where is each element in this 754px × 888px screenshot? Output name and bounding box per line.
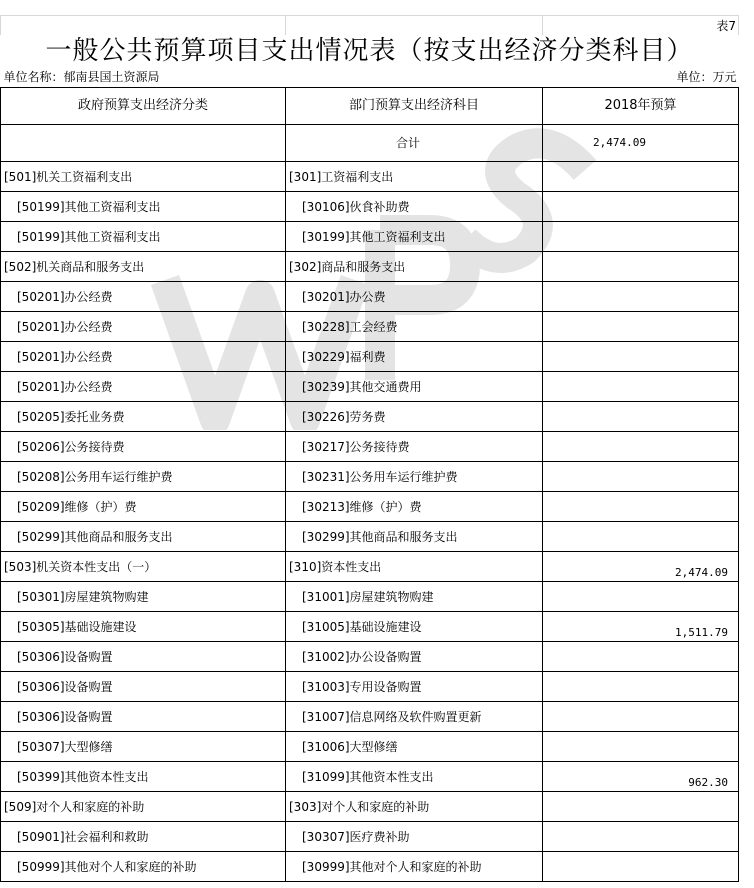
gov-class-cell: [50301]房屋建筑物购建 xyxy=(1,582,286,612)
gov-class-cell: [50201]办公经费 xyxy=(1,312,286,342)
budget-value-cell xyxy=(543,672,739,702)
gov-class-cell: [50201]办公经费 xyxy=(1,342,286,372)
budget-value-cell xyxy=(543,342,739,372)
table-row xyxy=(1,342,739,372)
table-row xyxy=(1,372,739,402)
dept-subject-cell: [31006]大型修缮 xyxy=(286,732,543,762)
table-number: 表7 xyxy=(543,16,739,36)
gov-class-cell: [503]机关资本性支出（一） xyxy=(1,552,286,582)
unit-row xyxy=(1,67,739,88)
budget-value-cell xyxy=(543,432,739,462)
dept-subject-cell: [310]资本性支出 xyxy=(286,552,543,582)
sheet-top-row xyxy=(1,16,739,36)
budget-value-cell xyxy=(543,162,739,192)
gov-class-cell: [50201]办公经费 xyxy=(1,372,286,402)
budget-value-cell xyxy=(543,732,739,762)
budget-value-cell xyxy=(543,522,739,552)
budget-value-cell xyxy=(543,642,739,672)
gov-class-cell: [50999]其他对个人和家庭的补助 xyxy=(1,852,286,882)
budget-table xyxy=(0,15,739,882)
table-row xyxy=(1,852,739,882)
dept-subject-cell: [30226]劳务费 xyxy=(286,402,543,432)
dept-subject-cell: [30228]工会经费 xyxy=(286,312,543,342)
gov-class-cell: [50201]办公经费 xyxy=(1,282,286,312)
table-row xyxy=(1,222,739,252)
table-row xyxy=(1,612,739,642)
table-row xyxy=(1,702,739,732)
table-row xyxy=(1,552,739,582)
budget-value-cell xyxy=(543,312,739,342)
gov-class-cell: [501]机关工资福利支出 xyxy=(1,162,286,192)
table-row xyxy=(1,642,739,672)
dept-subject-cell: [30106]伙食补助费 xyxy=(286,192,543,222)
page-title: 一般公共预算项目支出情况表（按支出经济分类科目） xyxy=(45,36,694,66)
budget-value-cell xyxy=(543,252,739,282)
unit-name: 单位名称：郁南县国土资源局 xyxy=(1,67,543,88)
gov-class-cell: [502]机关商品和服务支出 xyxy=(1,252,286,282)
budget-value-cell xyxy=(543,402,739,432)
budget-value-cell xyxy=(543,282,739,312)
dept-subject-cell: [30307]医疗费补助 xyxy=(286,822,543,852)
header-row xyxy=(1,88,739,125)
dept-subject-cell: [30229]福利费 xyxy=(286,342,543,372)
budget-value-cell xyxy=(543,582,739,612)
gov-class-cell: [50901]社会福利和救助 xyxy=(1,822,286,852)
header-dept-subject: 部门预算支出经济科目 xyxy=(286,88,543,125)
dept-subject-cell: [31003]专用设备购置 xyxy=(286,672,543,702)
dept-subject-cell: [301]工资福利支出 xyxy=(286,162,543,192)
table-row xyxy=(1,822,739,852)
table-row xyxy=(1,462,739,492)
dept-subject-cell: [30239]其他交通费用 xyxy=(286,372,543,402)
title-row xyxy=(1,35,739,67)
dept-subject-cell: [30213]维修（护）费 xyxy=(286,492,543,522)
dept-subject-cell: [302]商品和服务支出 xyxy=(286,252,543,282)
budget-value-cell xyxy=(543,852,739,882)
budget-value-cell: 1,511.79 xyxy=(543,612,739,642)
dept-subject-cell: [30199]其他工资福利支出 xyxy=(286,222,543,252)
table-row xyxy=(1,252,739,282)
table-row xyxy=(1,582,739,612)
dept-subject-cell: [30999]其他对个人和家庭的补助 xyxy=(286,852,543,882)
dept-subject-cell: [30201]办公费 xyxy=(286,282,543,312)
gov-class-cell: [50209]维修（护）费 xyxy=(1,492,286,522)
table-row xyxy=(1,282,739,312)
gov-class-cell: [50208]公务用车运行维护费 xyxy=(1,462,286,492)
budget-value-cell xyxy=(543,792,739,822)
dept-subject-cell: [30217]公务接待费 xyxy=(286,432,543,462)
gov-class-cell: [50307]大型修缮 xyxy=(1,732,286,762)
gov-class-cell: [50306]设备购置 xyxy=(1,672,286,702)
gov-class-cell: [509]对个人和家庭的补助 xyxy=(1,792,286,822)
budget-value-cell xyxy=(543,492,739,522)
dept-subject-cell: [31001]房屋建筑物购建 xyxy=(286,582,543,612)
table-row xyxy=(1,672,739,702)
budget-value-cell xyxy=(543,702,739,732)
table-row xyxy=(1,522,739,552)
dept-subject-cell: [30299]其他商品和服务支出 xyxy=(286,522,543,552)
gov-class-cell: [50299]其他商品和服务支出 xyxy=(1,522,286,552)
dept-subject-cell: [31099]其他资本性支出 xyxy=(286,762,543,792)
budget-value-cell: 962.30 xyxy=(543,762,739,792)
dept-subject-cell: [30231]公务用车运行维护费 xyxy=(286,462,543,492)
budget-value-cell xyxy=(543,192,739,222)
table-row xyxy=(1,312,739,342)
dept-subject-cell: [31007]信息网络及软件购置更新 xyxy=(286,702,543,732)
table-row xyxy=(1,192,739,222)
gov-class-cell: [50306]设备购置 xyxy=(1,642,286,672)
total-label: 合计 xyxy=(286,125,543,162)
header-gov-class: 政府预算支出经济分类 xyxy=(1,88,286,125)
total-value: 2,474.09 xyxy=(543,125,739,162)
total-row xyxy=(1,125,739,162)
budget-value-cell xyxy=(543,462,739,492)
table-row xyxy=(1,762,739,792)
dept-subject-cell: [303]对个人和家庭的补助 xyxy=(286,792,543,822)
gov-class-cell: [50199]其他工资福利支出 xyxy=(1,222,286,252)
gov-class-cell: [50205]委托业务费 xyxy=(1,402,286,432)
table-row xyxy=(1,162,739,192)
table-row xyxy=(1,792,739,822)
table-row xyxy=(1,402,739,432)
budget-value-cell xyxy=(543,822,739,852)
budget-value-cell xyxy=(543,222,739,252)
gov-class-cell: [50399]其他资本性支出 xyxy=(1,762,286,792)
dept-subject-cell: [31005]基础设施建设 xyxy=(286,612,543,642)
unit-label: 单位：万元 xyxy=(543,67,739,88)
gov-class-cell: [50306]设备购置 xyxy=(1,702,286,732)
budget-value-cell xyxy=(543,372,739,402)
budget-value-cell: 2,474.09 xyxy=(543,552,739,582)
gov-class-cell: [50199]其他工资福利支出 xyxy=(1,192,286,222)
header-budget-2018: 2018年预算 xyxy=(543,88,739,125)
table-row xyxy=(1,432,739,462)
gov-class-cell: [50206]公务接待费 xyxy=(1,432,286,462)
gov-class-cell: [50305]基础设施建设 xyxy=(1,612,286,642)
table-row xyxy=(1,732,739,762)
table-row xyxy=(1,492,739,522)
dept-subject-cell: [31002]办公设备购置 xyxy=(286,642,543,672)
